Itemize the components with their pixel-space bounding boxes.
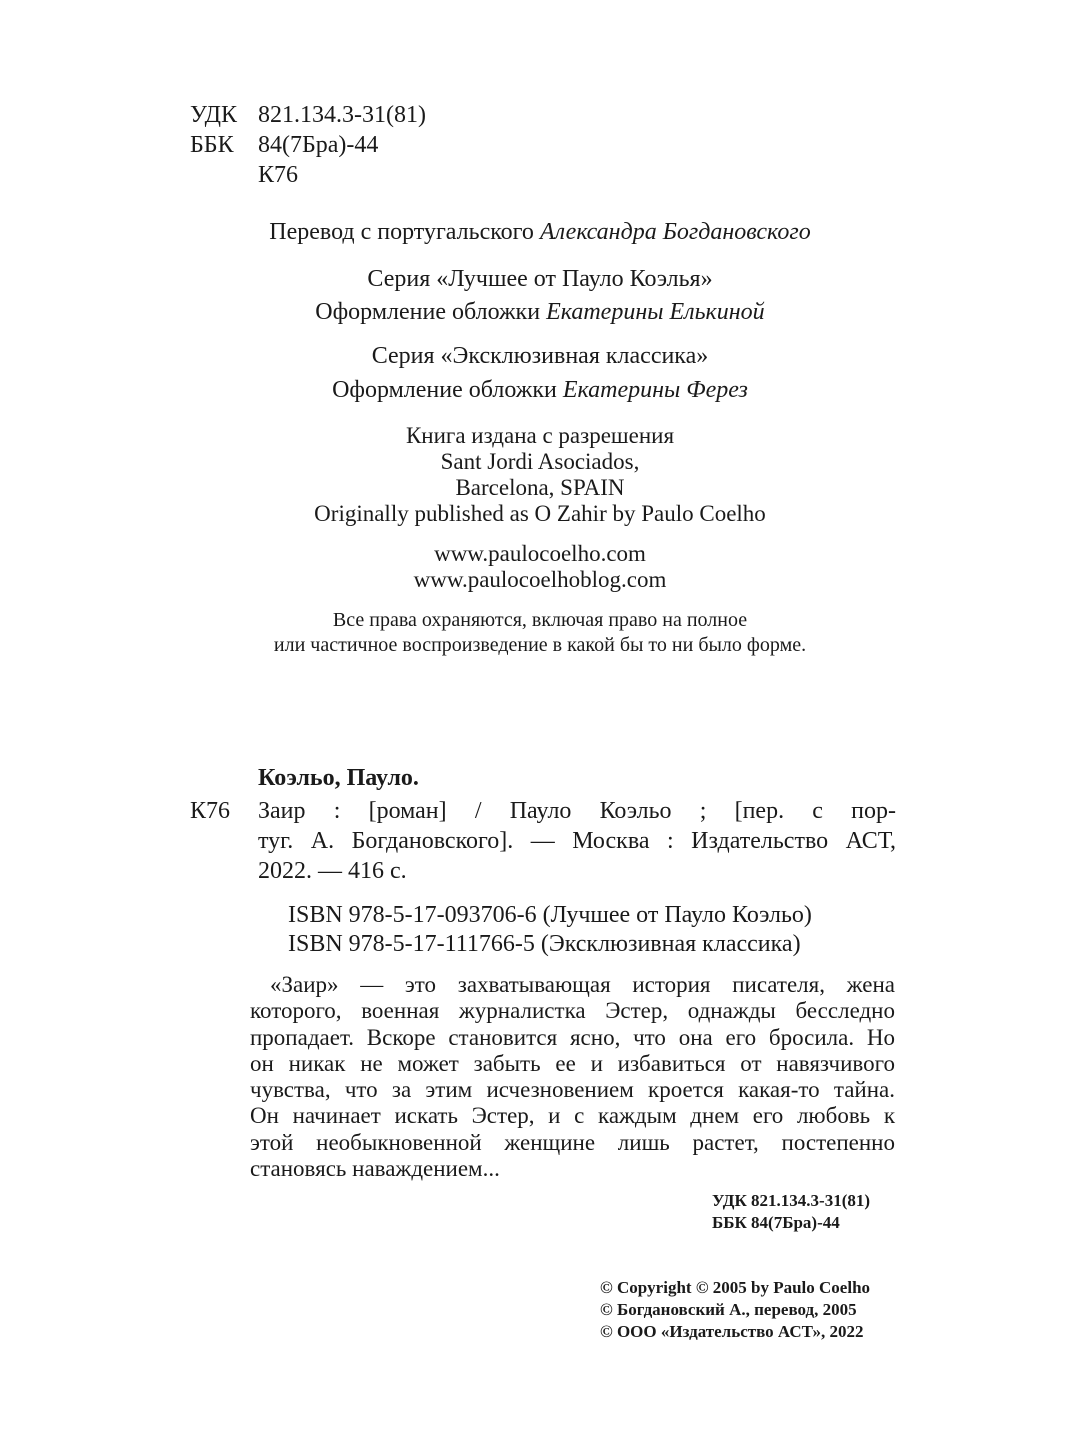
bibliography-author: Коэльо, Пауло. — [258, 765, 419, 791]
annotation-line: «Заир» — это захватывающая история писателя, жена — [270, 972, 895, 997]
cover-prefix-2: Оформление обложки — [332, 377, 557, 403]
annotation-line: становясь наваждением... — [250, 1156, 500, 1182]
bbk-value: 84(7Бра)-44 — [258, 132, 379, 158]
cover-prefix-1: Оформление обложки — [315, 299, 541, 325]
cover-credit-1 — [0, 297, 1080, 327]
footer-udk: УДК 821.134.3-31(81) — [712, 1191, 871, 1210]
bbk-label: ББК — [190, 132, 234, 158]
bbk-line — [190, 130, 378, 160]
translation-credit — [0, 217, 1080, 247]
udk-line — [190, 100, 426, 130]
copyright-line: © ООО «Издательство АСТ», 2022 — [600, 1322, 864, 1341]
cover-artist-2: Екатерины Ферез — [562, 377, 748, 403]
isbn-line: ISBN 978-5-17-093706-6 (Лучшее от Пауло Коэльо) — [288, 902, 812, 928]
udk-value: 821.134.3-31(81) — [258, 102, 426, 128]
bibliography-sign: К76 — [190, 798, 231, 824]
copyright-line: © Copyright © 2005 by Paulo Coelho — [600, 1278, 871, 1297]
author-sign: К76 — [258, 162, 299, 188]
translator-name: Александра Богдановского — [539, 219, 811, 245]
website-link[interactable]: www.paulocoelho.com — [434, 541, 646, 566]
permission-line: Originally published as O Zahir by Paulo Coelho — [314, 501, 766, 526]
annotation-line: он никак не может забыть ее и избавиться от навязчивого — [250, 1050, 895, 1076]
udk-label: УДК — [190, 102, 237, 128]
annotation-line: пропадает. Вскоре становится ясно, что она его бросила. Но — [250, 1024, 895, 1050]
translation-prefix: Перевод с португальского — [269, 219, 534, 245]
website-link[interactable]: www.paulocoelhoblog.com — [413, 567, 667, 592]
annotation-line: которого, военная журналистка Эстер, однажды бесследно — [250, 998, 895, 1024]
annotation-line: чувства, что за этим исчезновением кроется какая-то тайна. — [250, 1077, 895, 1103]
annotation-line: Он начинает искать Эстер, и с каждым днем его любовь к — [250, 1103, 895, 1129]
bibliography-line: 2022. — 416 с. — [258, 858, 407, 884]
cover-artist-1: Екатерины Елькиной — [546, 299, 765, 325]
footer-bbk: ББК 84(7Бра)-44 — [712, 1213, 840, 1232]
bibliography-line: Заир : [роман] / Пауло Коэльо ; [пер. с пор- — [258, 798, 896, 824]
series-1: Серия «Лучшее от Пауло Коэлья» — [367, 266, 713, 292]
annotation-line: этой необыкновенной женщине лишь растет, постепенно — [250, 1129, 895, 1155]
rights-line: или частичное воспроизведение в какой бы то ни было форме. — [273, 634, 807, 656]
copyright-line: © Богдановский А., перевод, 2005 — [600, 1300, 857, 1319]
permission-line: Barcelona, SPAIN — [455, 475, 625, 500]
rights-line: Все права охраняются, включая право на полное — [332, 609, 748, 631]
bibliography-line: туг. А. Богдановского]. — Москва : Издательство АСТ, — [258, 828, 896, 854]
permission-line: Книга издана с разрешения — [405, 423, 675, 448]
permission-line: Sant Jordi Asociados, — [440, 449, 640, 474]
series-2: Серия «Эксклюзивная классика» — [371, 343, 709, 369]
annotation — [250, 972, 895, 1182]
isbn-line: ISBN 978-5-17-111766-5 (Эксклюзивная классика) — [288, 931, 801, 957]
cover-credit-2 — [0, 375, 1080, 405]
